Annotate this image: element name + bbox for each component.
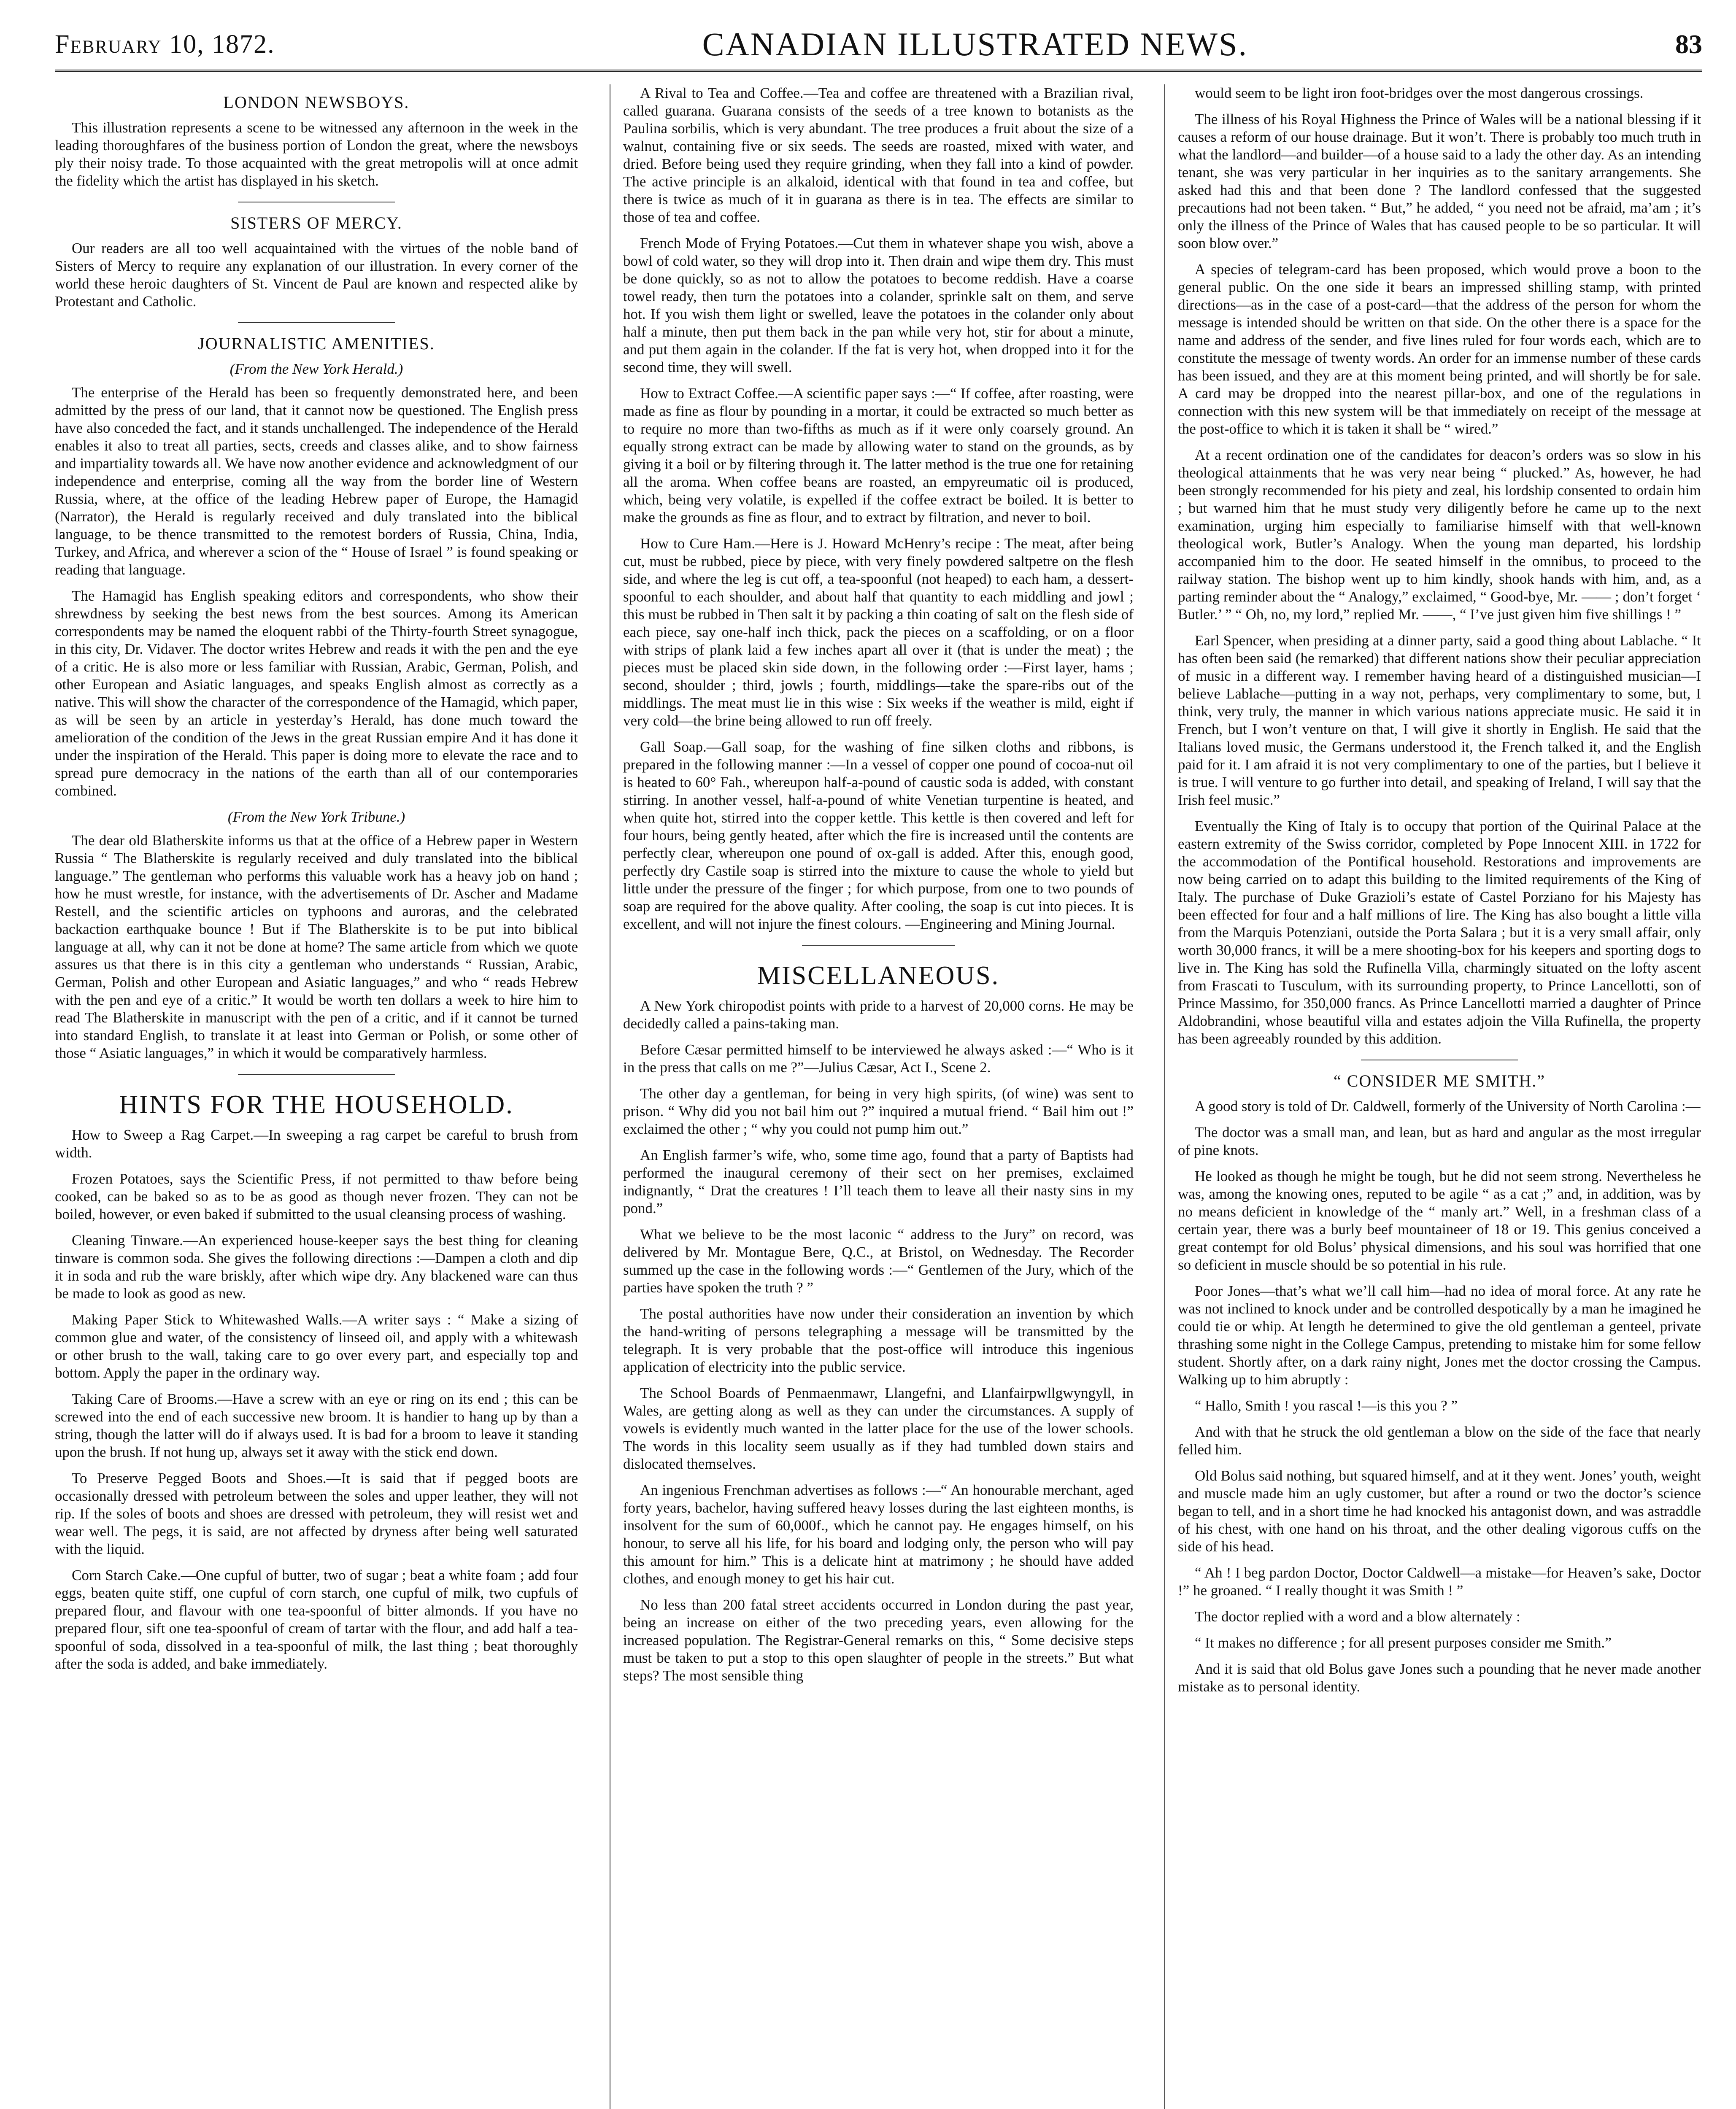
- masthead: [55, 19, 1702, 72]
- article-paragraph: A good story is told of Dr. Caldwell, formerly of the University of North Carolina :—: [1195, 1098, 1701, 1114]
- article-paragraph: The School Boards of Penmaenmawr, Llangefni, and Llanfairpwllgwyngyll, in Wales, are getting along as well as they can under the circumstances. A supply of vowels is evidently much wanted in the latter place for the use of the lower schools. The words in this locality seem usually as if they had tumbled down stairs and dislocated themselves.: [623, 1385, 1134, 1472]
- article-paragraph: And it is said that old Bolus gave Jones such a pounding that he never made another mistake as to personal identity.: [1178, 1661, 1701, 1695]
- page-number: 83: [1675, 29, 1702, 59]
- article-paragraph: At a recent ordination one of the candidates for deacon’s orders was so slow in his theological attainments that he was very near being “ plucked.” As, however, he had been strongly recommended for his piety and zeal, his lordship consented to ordain him ; but warned him that he must study very diligently before he came up to the next examination, urging him especially to familiarise himself with that well-known theological work, Butler’s Analogy. When the young man departed, his lordship accompanied him to the door. He seated himself in the omnibus, to proceed to the railway station. The bishop went up to him kindly, shook hands with him, and, as a parting reminder about the “ Analogy,” exclaimed, “ Good-bye, Mr. —— ; don’t forget ‘ Butler.’ ” “ Oh, no, my lord,” replied Mr. ——, “ I’ve just given him five shillings ! ”: [1178, 447, 1701, 623]
- section-divider: [238, 1074, 395, 1075]
- article-paragraph: No less than 200 fatal street accidents occurred in London during the past year, being an increase on either of the two preceding years, even allowing for the increased population. The Registrar-General remarks on this, “ Some decisive steps must be taken to put a stop to this open slaughter of people in the streets.” But what steps? The most sensible thing: [623, 1597, 1134, 1684]
- article-paragraph: Cleaning Tinware.—An experienced house-keeper says the best thing for cleaning tinware is common soda. She gives the following directions :—Dampen a cloth and dip it in soda and rub the ware briskly, after which wipe dry. Any blackened ware can thus be made to look as good as new.: [55, 1232, 578, 1302]
- article-paragraph: And with that he struck the old gentleman a blow on the side of the face that nearly felled him.: [1178, 1424, 1701, 1458]
- article-paragraph: How to Cure Ham.—Here is J. Howard McHenry’s recipe : The meat, after being cut, must be rubbed, piece by piece, with very finely powdered saltpetre on the flesh side, and where the leg is cut off, a tea-spoonful (not heaped) to each ham, a dessert-spoonful to each shoulder, and about half that quantity to each middling and jowl ; this must be rubbed in Then salt it by packing a thin coating of salt on the flesh side of each piece, say one-half inch thick, pack the pieces on a scaffolding, or on a floor with strips of plank laid a few inches apart all over it (that is under the meat) ; the pieces must be placed skin side down, in the following order :—First layer, hams ; second, shoulder ; third, jowls ; fourth, middlings—take the spare-ribs out of the middlings. The meat must lie in this wise : Six weeks if the weather is mild, eight if very cold—the brine being allowed to run off freely.: [623, 535, 1134, 729]
- article-paragraph: What we believe to be the most laconic “ address to the Jury” on record, was delivered by Mr. Montague Bere, Q.C., at Bristol, on Wednesday. The Recorder summed up the case in the following words :—“ Gentlemen of the Jury, which of the parties have spoken the truth ? ”: [623, 1226, 1134, 1296]
- article-paragraph: A Rival to Tea and Coffee.—Tea and coffee are threatened with a Brazilian rival, called guarana. Guarana consists of the seeds of a tree known to botanists as the Paulina sorbilis, which is very abundant. The tree produces a fruit about the size of a walnut, containing five or six seeds. The seeds are roasted, mixed with water, and dried. Before being used they require grinding, when they fall into a kind of powder. The active principle is an alkaloid, identical with that found in tea and coffee, but there is twice as much of it in guarana as there is in tea. The effects are similar to those of tea and coffee.: [623, 85, 1134, 225]
- article-paragraph: How to Sweep a Rag Carpet.—In sweeping a rag carpet be careful to brush from width.: [55, 1127, 578, 1161]
- article-paragraph: The enterprise of the Herald has been so frequently demonstrated here, and been admitted by the press of our land, that it cannot now be questioned. The English press have also conceded the fact, and it stands unchallenged. The independence of the Herald enables it also to treat all parties, sects, creeds and classes alike, and to show fairness and impartiality towards all. We have now another evidence and acknowledgment of our independence and enterprise, coming all the way from the border line of Western Russia, where, at the office of the leading Hebrew paper of Europe, the Hamagid (Narrator), the Herald is regularly received and duly translated into the biblical language, to be thence transmitted to the remotest borders of Russia, China, India, Turkey, and Africa, and wherever a scion of the “ House of Israel ” is found speaking or reading that language.: [55, 384, 578, 578]
- article-paragraph: He looked as though he might be tough, but he did not seem strong. Nevertheless he was, among the knowing ones, reputed to be agile “ as a cat ;” and, in addition, was by no means deficient in knowledge of the “ manly art.” Well, in a freshman class of a certain year, there was a burly beef mountaineer of 18 or 19. This genius conceived a great contempt for old Bolus’ physical dimensions, and his soul was horrified that one so deficient in muscle should be so potential in his rule.: [1178, 1168, 1701, 1273]
- article-paragraph: Gall Soap.—Gall soap, for the washing of fine silken cloths and ribbons, is prepared in the following manner :—In a vessel of copper one pound of cocoa-nut oil is heated to 60° Fah., whereupon half-a-pound of caustic soda is added, with constant stirring. In another vessel, half-a-pound of white Venetian turpentine is heated, and when quite hot, stirred into the copper kettle. This kettle is then covered and left for four hours, being gently heated, after which the fire is increased until the contents are perfectly clear, whereupon one pound of ox-gall is added. After this, enough good, perfectly dry Castile soap is stirred into the mixture to cause the whole to yield but little under the pressure of the finger ; for which purpose, from one to two pounds of soap are required for the above quality. After cooling, the soap is cut into pieces. It is excellent, and will not injure the finest colours. —Engineering and Mining Journal.: [623, 739, 1134, 932]
- article-paragraph: How to Extract Coffee.—A scientific paper says :—“ If coffee, after roasting, were made as fine as flour by pounding in a mortar, it could be extracted so much better as to require no more than two-fifths as much as if it were only coarsely ground. An equally strong extract can be made by allowing water to stand on the grounds, as by giving it a boil or by filtering through it. The latter method is the true one for retaining all the aroma. When coffee beans are roasted, an empyreumatic oil is produced, which, being very volatile, is expelled if the coffee extract be boiled. It is better to make the grounds as fine as flour, and to extract by filtration, and never to boil.: [623, 385, 1134, 526]
- article-paragraph: “ It makes no difference ; for all present purposes consider me Smith.”: [1195, 1634, 1612, 1651]
- article-paragraph: Before Cæsar permitted himself to be interviewed he always asked :—“ Who is it in the press that calls on me ?”—Julius Cæsar, Act I., Scene 2.: [623, 1041, 1134, 1076]
- section-title-sisters-of-mercy: SISTERS OF MERCY.: [230, 213, 402, 232]
- section-title-hints-for-the-household: HINTS FOR THE HOUSEHOLD.: [119, 1090, 514, 1119]
- source-attribution: (From the New York Herald.): [229, 361, 403, 377]
- section-title-miscellaneous: MISCELLANEOUS.: [757, 961, 1000, 990]
- article-paragraph: Old Bolus said nothing, but squared himself, and at it they went. Jones’ youth, weight and muscle made him an ugly customer, but after a round or two the doctor’s science began to tell, and in a short time he had knocked his antagonist down, and was astraddle of his chest, with one hand on his throat, and the other dealing vigorous cuffs on the side of his head.: [1178, 1467, 1701, 1555]
- article-paragraph: An ingenious Frenchman advertises as follows :—“ An honourable merchant, aged forty years, bachelor, having suffered heavy losses during the last eighteen months, is insolvent for the sum of 60,000f., which he cannot pay. He engages himself, on his honour, to serve all his life, for his board and lodging only, the person who will pay this amount for him.” This is a delicate hint at matrimony ; he should have added clothes, and enough money to get his hair cut.: [623, 1482, 1134, 1587]
- newspaper-title: CANADIAN ILLUSTRATED NEWS.: [702, 26, 1248, 62]
- issue-date: February 10, 1872.: [55, 30, 275, 59]
- article-paragraph: A species of telegram-card has been proposed, which would prove a boon to the general public. On the one side it bears an impressed shilling stamp, with printed directions—as in the case of a post-card—that the address of the person for whom the message is intended should be written on that side. On the other there is a space for the name and address of the sender, and five lines ruled for four words each, which are to constitute the message of twenty words. An order for an immense number of these cards has been issued, and they are at this moment being printed, and will shortly be for sale. A card may be dropped into the nearest pillar-box, and one of the regulations in connection with this new system will be that immediately on receipt of the message at the post-office to which it is taken it shall be “ wired.”: [1178, 261, 1701, 437]
- article-paragraph: The other day a gentleman, for being in very high spirits, (of wine) was sent to prison. “ Why did you not bail him out ?” inquired a mutual friend. “ Bail him out !” exclaimed the other ; “ why you could not pump him out.”: [623, 1085, 1134, 1137]
- column-3: [1164, 84, 1701, 2109]
- article-paragraph: An English farmer’s wife, who, some time ago, found that a party of Baptists had performed the inaugural ceremony of their sect on her premises, exclaimed indignantly, “ Drat the creatures ! I’ll teach them to leave all their nasty sins in my pond.”: [623, 1147, 1134, 1216]
- article-paragraph: Our readers are all too well acquaintained with the virtues of the noble band of Sisters of Mercy to require any explanation of our illustration. In every corner of the world these heroic daughters of St. Vincent de Paul are known and respected alike by Protestant and Catholic.: [55, 240, 578, 310]
- section-title-consider-me-smith: “ CONSIDER ME SMITH.”: [1334, 1071, 1545, 1090]
- article-paragraph: The dear old Blatherskite informs us that at the office of a Hebrew paper in Western Russia “ The Blatherskite is regularly received and duly translated into the biblical language.” The gentleman who performs this valuable work has a heavy job on hand ; how he must wrestle, for instance, with the advertisements of Dr. Ascher and Madame Restell, and the scientific articles on typhoons and auroras, and the celebrated backaction earthquake bounce ! But if The Blatherskite is to be put into biblical language at all, why can it not be done at home? The same article from which we quote assures us that there is in this city a gentleman who understands “ Russian, Arabic, German, Polish and other European and Asiatic languages,” and who “ reads Hebrew with the pen and eye of a critic.” It would be worth ten dollars a week to hire him to read The Blatherskite in manuscript with the pen of a critic, and if it cannot be turned into standard English, to translate it at least into German or Polish, or some other of those “ Asiatic languages,” in which it would be comparatively harmless.: [55, 832, 578, 1061]
- article-paragraph: Poor Jones—that’s what we’ll call him—had no idea of moral force. At any rate he was not inclined to knock under and be controlled despotically by a man he imagined he could tie or whip. At length he determined to give the old gentleman a genteel, private thrashing some night in the College Campus, pretending to mistake him for some fellow student. Shortly after, on a dark rainy night, Jones met the doctor crossing the Campus. Walking up to him abruptly :: [1178, 1283, 1701, 1388]
- article-paragraph: The doctor was a small man, and lean, but as hard and angular as the most irregular of pine knots.: [1178, 1124, 1701, 1158]
- article-paragraph: The postal authorities have now under their consideration an invention by which the hand-writing of persons telegraphing a message will be transmitted by the telegraph. It is very probable that the post-office will introduce this ingenious application of electricity into the public service.: [623, 1305, 1134, 1375]
- article-paragraph: This illustration represents a scene to be witnessed any afternoon in the week in the leading thoroughfares of the business portion of London the great, where the newsboys ply their noisy trade. To those acquainted with the great metropolis will at once admit the fidelity which the artist has displayed in his sketch.: [55, 119, 578, 189]
- article-paragraph: The Hamagid has English speaking editors and correspondents, who show their shrewdness by seeking the best news from the best sources. Among its American correspondents may be named the eloquent rabbi of the Thirty-fourth Street synagogue, in this city, Dr. Vidaver. The doctor writes Hebrew and reads it with the pen and the eye of a critic. He is also more or less familiar with Russian, Arabic, German, Polish, and other European and Asiatic languages, and speaks English almost as correctly as a native. This will show the character of the correspondence of the Hamagid, which paper, as will be seen by an article in yesterday’s Herald, has done much toward the amelioration of the condition of the Jews in the great Russian empire And it has done it under the inspiration of the Herald. This paper is doing more to elevate the race and to spread pure democracy in the nations of the earth than all of our contemporaries combined.: [55, 588, 578, 799]
- column-2: [610, 84, 1134, 2109]
- section-title-london-newsboys: LONDON NEWSBOYS.: [223, 93, 410, 112]
- section-title-journalistic-amenities: JOURNALISTIC AMENITIES.: [198, 334, 435, 353]
- article-paragraph: The doctor replied with a word and a blow alternately :: [1195, 1608, 1520, 1625]
- article-paragraph: Earl Spencer, when presiding at a dinner party, said a good thing about Lablache. “ It has often been said (he remarked) that different nations show their peculiar appreciation of music in a different way. I remember having heard of a distinguished musician—I believe Lablache—putting in a way not, perhaps, very complimentary to some, but, I think, very truly, the manner in which various nations appreciate music. He said it in French, but I won’t venture on that, I will give it shortly in English. He said that the Italians loved music, the Germans understood it, the French talked it, and the English paid for it. I am afraid it is not very complimentary to one of the parties, but I believe it is true. I will venture to go further into detail, and speaking of Ireland, I will say that the Irish feel music.”: [1178, 632, 1701, 808]
- article-paragraph: Taking Care of Brooms.—Have a screw with an eye or ring on its end ; this can be screwed into the end of each successive new broom. It is handier to hang up by than a string, though the latter will do if always used. It is bad for a broom to leave it standing upon the brush. If not hung up, always set it away with the stick end down.: [55, 1391, 578, 1460]
- section-divider: [802, 945, 955, 946]
- article-paragraph: A New York chiropodist points with pride to a harvest of 20,000 corns. He may be decidedly called a pains-taking man.: [623, 998, 1134, 1032]
- article-paragraph: Eventually the King of Italy is to occupy that portion of the Quirinal Palace at the eastern extremity of the Swiss corridor, completed by Pope Innocent XIII. in 1722 for the accommodation of the Pontifical household. Restorations and improvements are now being carried on to adapt this building to the limited requirements of the King of Italy. The purchase of Duke Grazioli’s estate of Castel Porziano for his Majesty has been effected for four and a half millions of lire. The King has also bought a little villa from the Marquis Potenziani, outside the Porta Salara ; but it is a very small affair, only worth 30,000 francs, it will be a mere shooting-box for his keepers and sporting dogs to live in. The King has sold the Rufinella Villa, charmingly situated on the lofty ascent from Frascati to Tusculum, with its surrounding property, to Prince Lancellotti, son of Prince Massimo, for 350,000 francs. As Prince Lancellotti married a daughter of Prince Aldobrandini, whose beautiful villa and estates adjoin the Villa Rufinella, the property has been agreeably rounded by this addition.: [1178, 818, 1701, 1047]
- column-1: [55, 84, 578, 2109]
- article-paragraph: Making Paper Stick to Whitewashed Walls.—A writer says : “ Make a sizing of common glue and water, of the consistency of linseed oil, and apply with a whitewash or other brush to the wall, taking care to go over every part, and especially top and bottom. Apply the paper in the ordinary way.: [55, 1311, 578, 1381]
- article-paragraph: “ Hallo, Smith ! you rascal !—is this you ? ”: [1195, 1397, 1458, 1414]
- article-paragraph: Frozen Potatoes, says the Scientific Press, if not permitted to thaw before being cooked, can be baked so as to be as good as though never frozen. They can not be boiled, however, or even baked if submitted to the usual cleansing process of washing.: [55, 1170, 578, 1222]
- article-paragraph: Corn Starch Cake.—One cupful of butter, two of sugar ; beat a white foam ; add four eggs, beaten quite stiff, one cupful of corn starch, one cupful of milk, two cupfuls of prepared flour, and flavour with one tea-spoonful of bitter almonds. If you have no prepared flour, sift one tea-spoonful of cream of tartar with the flour, and add half a tea-spoonful of soda, dissolved in a tea-spoonful of milk, the last thing ; beat thoroughly after the soda is added, and bake immediately.: [55, 1567, 578, 1672]
- article-paragraph: “ Ah ! I beg pardon Doctor, Doctor Caldwell—a mistake—for Heaven’s sake, Doctor !” he groaned. “ I really thought it was Smith ! ”: [1178, 1564, 1701, 1599]
- section-divider: [238, 322, 395, 323]
- article-paragraph: To Preserve Pegged Boots and Shoes.—It is said that if pegged boots are occasionally dressed with petroleum between the soles and upper leather, they will not rip. If the soles of boots and shoes are dressed with petroleum, they will resist wet and wear well. The pegs, it is said, are not affected by dryness after being well saturated with the liquid.: [55, 1470, 578, 1557]
- article-paragraph: French Mode of Frying Potatoes.—Cut them in whatever shape you wish, above a bowl of cold water, so they will drop into it. Then drain and wipe them dry. This must be done quickly, so as not to allow the potatoes to become reddish. Have a coarse towel ready, then turn the potatoes into a colander, sprinkle salt on them, and serve hot. If you wish them light or swelled, leave the potatoes in the colander only about half a minute, then put them back in the pan while very hot, stir for about a minute, and put them again in the colander. If the fat is very hot, when dropped into it for the second time, they will swell.: [623, 235, 1134, 375]
- article-paragraph: The illness of his Royal Highness the Prince of Wales will be a national blessing if it causes a reform of our house drainage. But it won’t. There is probably too much truth in what the landlord—and builder—of a house said to a lady the other day. As an intending tenant, she was very particular in her inquiries as to the sanitary arrangements. She asked had this and that been done ? The landlord confessed that the suggested precautions had not been taken. “ But,” he added, “ you need not be afraid, ma’am ; it’s only the illness of the Prince of Wales that has caused people to be so particular. It will soon blow over.”: [1178, 111, 1701, 251]
- source-attribution: (From the New York Tribune.): [227, 809, 405, 825]
- article-paragraph: would seem to be light iron foot-bridges over the most dangerous crossings.: [1195, 85, 1644, 101]
